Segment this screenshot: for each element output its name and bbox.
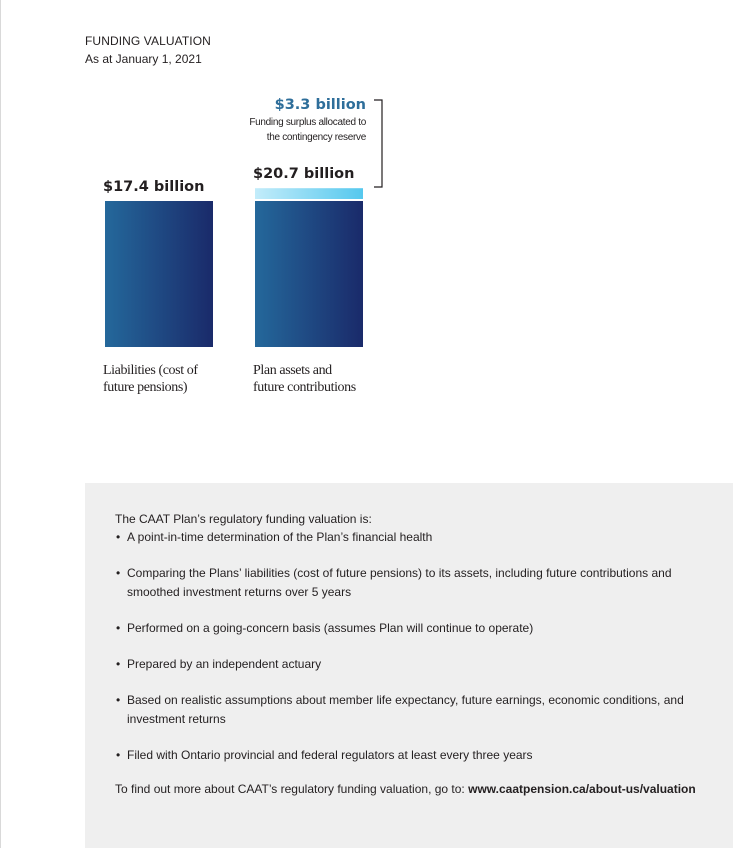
bullet-icon: • [116,621,121,635]
bullet-item: • Prepared by an independent actuary [115,655,715,674]
chart-title: FUNDING VALUATION [85,34,211,48]
bullet-icon: • [116,530,121,544]
category-label: future pensions) [103,380,188,395]
bullet-icon: • [116,693,121,707]
valuation-link[interactable]: www.caatpension.ca/about-us/valuation [468,782,696,796]
bullet-item: • Comparing the Plans’ liabilities (cost of future pensions) to its assets, including future contributions and smoothed investment returns over 5 years [116,566,672,599]
bar-total-label: $20.7 billion [253,166,355,183]
bullet-icon: • [116,566,121,580]
surplus-note: the contingency reserve [266,132,366,143]
category-label: future contributions [253,380,356,395]
bullet-icon: • [116,748,121,762]
bar-plan-assets [255,201,363,347]
panel-intro: The CAAT Plan’s regulatory funding valuation is: [115,512,372,526]
bullet-icon: • [116,657,121,671]
more-info-text: To find out more about CAAT’s regulatory funding valuation, go to: www.caatpension.ca/about-us/valuation [115,782,696,796]
category-label: Plan assets and [253,363,332,378]
surplus-note: Funding surplus allocated to [249,117,366,128]
surplus-bracket [374,100,382,187]
valuation-bullet-list [115,528,715,765]
bar-liabilities [105,201,213,347]
surplus-value-label: $3.3 billion [274,97,366,113]
bullet-item: • A point-in-time determination of the Plan’s financial health [115,528,715,547]
funding-valuation-chart [0,0,751,420]
bullet-item: • Performed on a going-concern basis (assumes Plan will continue to operate) [115,619,715,638]
chart-subtitle: As at January 1, 2021 [85,52,202,66]
bullet-item: • Based on realistic assumptions about member life expectancy, future earnings, economic conditions, and investment returns [116,693,684,726]
valuation-info-panel [85,483,733,848]
bar-surplus-segment [255,188,363,199]
bullet-item: • Filed with Ontario provincial and federal regulators at least every three years [115,746,715,765]
bar-total-label: $17.4 billion [103,179,205,195]
category-label: Liabilities (cost of [103,363,198,378]
